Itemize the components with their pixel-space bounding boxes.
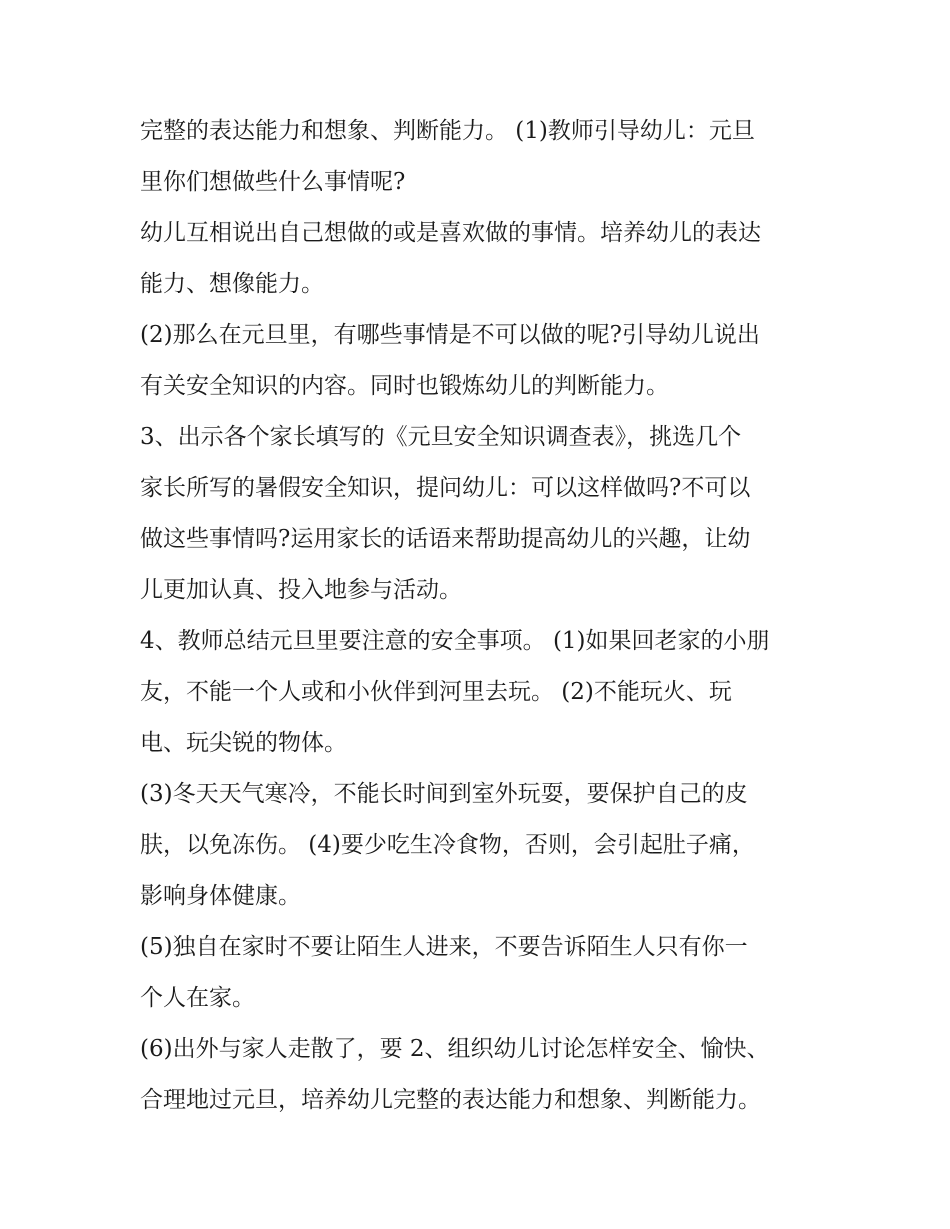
text-line: 做这些事情吗?运用家长的话语来帮助提高幼儿的兴趣，让幼 [140,526,751,552]
text-line: 4、教师总结元旦里要注意的安全事项。 (1)如果回老家的小朋 [140,628,770,654]
text-line: 儿更加认真、投入地参与活动。 [140,577,462,603]
text-line: 合理地过元旦，培养幼儿完整的表达能力和想象、判断能力。 [140,1087,761,1113]
body-text [140,106,820,1126]
text-line: (2)那么在元旦里，有哪些事情是不可以做的呢?引导幼儿说出 [140,322,760,348]
text-line: 个人在家。 [140,985,255,1011]
text-line: 3、出示各个家长填写的《元旦安全知识调查表》，挑选几个 [140,424,742,450]
text-line: 肤，以免冻伤。 (4)要少吃生冷食物，否则，会引起肚子痛， [140,832,755,858]
text-line: (3)冬天天气寒冷，不能长时间到室外玩耍，要保护自己的皮 [140,781,748,807]
text-line: 电、玩尖锐的物体。 [140,730,347,756]
text-line: 完整的表达能力和想象、判断能力。 (1)教师引导幼儿：元旦 [140,118,755,144]
text-line: 家长所写的暑假安全知识，提问幼儿：可以这样做吗?不可以 [140,475,751,501]
text-line: 里你们想做些什么事情呢? [140,169,406,195]
text-line: 幼儿互相说出自己想做的或是喜欢做的事情。培养幼儿的表达 [140,220,761,246]
text-line: 影响身体健康。 [140,883,301,909]
text-line: 有关安全知识的内容。同时也锻炼幼儿的判断能力。 [140,373,669,399]
text-line: 友，不能一个人或和小伙伴到河里去玩。 (2)不能玩火、玩 [140,679,732,705]
text-line: (6)出外与家人走散了，要 2、组织幼儿讨论怎样安全、愉快、 [140,1036,770,1062]
text-line: (5)独自在家时不要让陌生人进来，不要告诉陌生人只有你一 [140,934,748,960]
text-line: 能力、想像能力。 [140,271,324,297]
